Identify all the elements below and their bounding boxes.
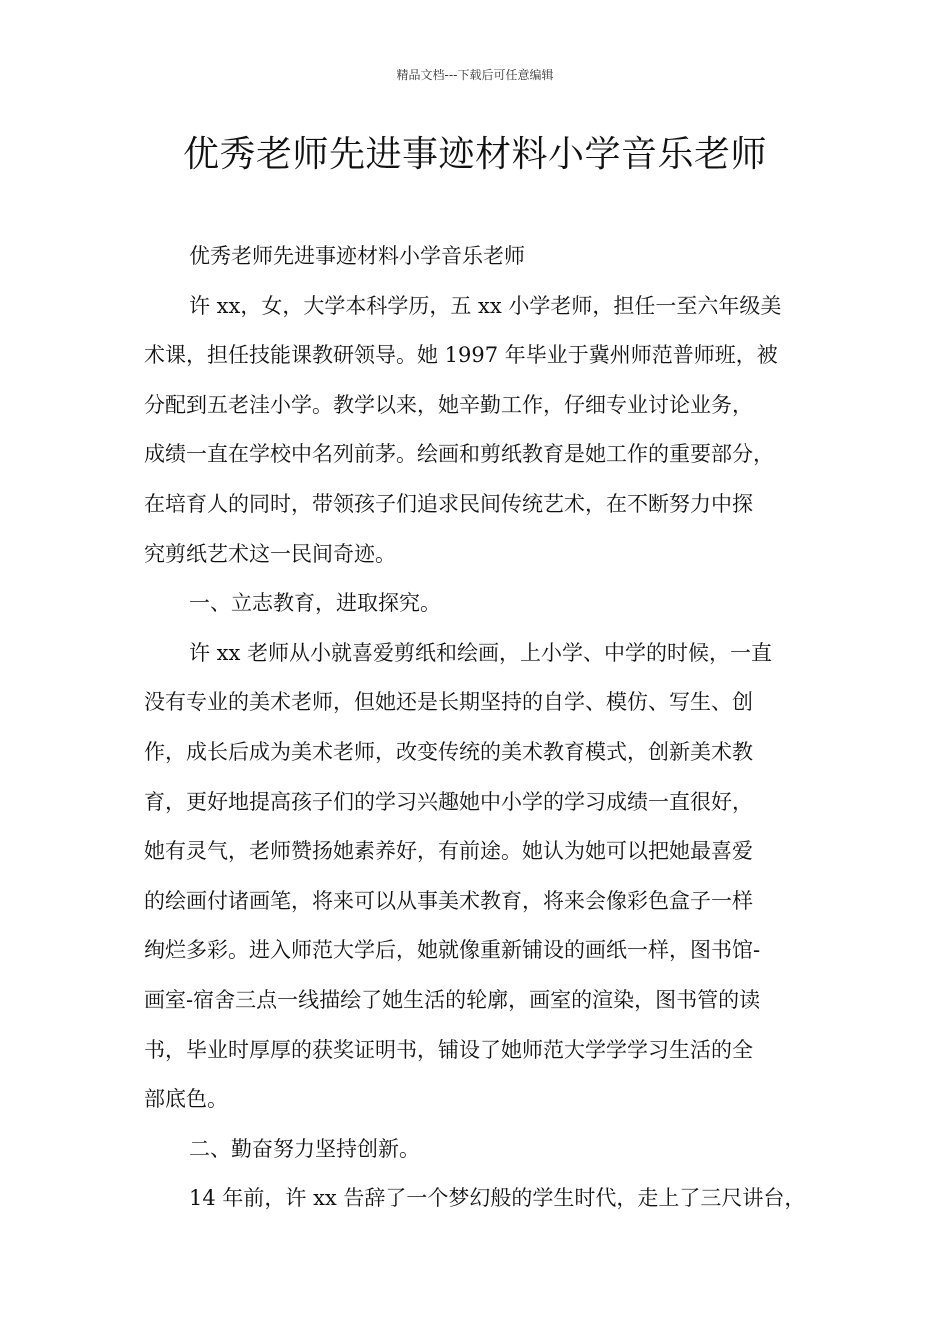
header-note: 精品文档---下载后可任意编辑 <box>396 68 554 82</box>
section-heading <box>144 1125 824 1175</box>
text-line: 绚烂多彩。进入师范大学后，她就像重新铺设的画纸一样，图书馆- <box>144 938 761 963</box>
text-line: 没有专业的美术老师，但她还是长期坚持的自学、模仿、写生、创 <box>144 690 753 715</box>
text-line: 分配到五老洼小学。教学以来，她辛勤工作，仔细专业讨论业务， <box>144 392 753 417</box>
text-line: 许 xx，女，大学本科学历，五 xx 小学老师，担任一至六年级美 <box>189 293 782 318</box>
text-line: 究剪纸艺术这一民间奇迹。 <box>144 541 396 566</box>
text-line: 许 xx 老师从小就喜爱剪纸和绘画，上小学、中学的时候，一直 <box>189 640 773 665</box>
text-line: 成绩一直在学校中名列前茅。绘画和剪纸教育是她工作的重要部分， <box>144 442 774 467</box>
section-heading <box>144 579 824 629</box>
text-line: 术课，担任技能课教研领导。她 1997 年毕业于冀州师范普师班，被 <box>144 343 778 368</box>
text-line: 作，成长后成为美术老师，改变传统的美术教育模式，创新美术教 <box>144 739 753 764</box>
text-line: 育，更好地提高孩子们的学习兴趣她中小学的学习成绩一直很好， <box>144 789 753 814</box>
paragraph <box>144 629 824 1125</box>
text-line: 优秀老师先进事迹材料小学音乐老师 <box>189 244 525 268</box>
text-line: 画室-宿舍三点一线描绘了她生活的轮廓，画室的渲染，图书管的读 <box>144 987 761 1012</box>
text-line: 二、勤奋努力坚持创新。 <box>189 1136 420 1161</box>
paragraph <box>144 282 824 580</box>
text-line: 14 年前，许 xx 告辞了一个梦幻般的学生时代，走上了三尺讲台， <box>189 1186 806 1211</box>
text-line: 书，毕业时厚厚的获奖证明书，铺设了她师范大学学学习生活的全 <box>144 1037 753 1062</box>
text-line: 她有灵气，老师赞扬她素养好，有前途。她认为她可以把她最喜爱 <box>144 839 753 864</box>
text-line: 一、立志教育，进取探究。 <box>189 591 441 616</box>
paragraph <box>144 232 824 282</box>
text-line: 的绘画付诸画笔，将来可以从事美术教育，将来会像彩色盒子一样 <box>144 888 753 913</box>
text-line: 在培育人的同时，带领孩子们追求民间传统艺术，在不断努力中探 <box>144 491 753 516</box>
text-line: 部底色。 <box>144 1087 228 1112</box>
paragraph <box>144 1174 824 1224</box>
document-body <box>144 232 824 1224</box>
document-title: 优秀老师先进事迹材料小学音乐老师 <box>182 134 767 175</box>
